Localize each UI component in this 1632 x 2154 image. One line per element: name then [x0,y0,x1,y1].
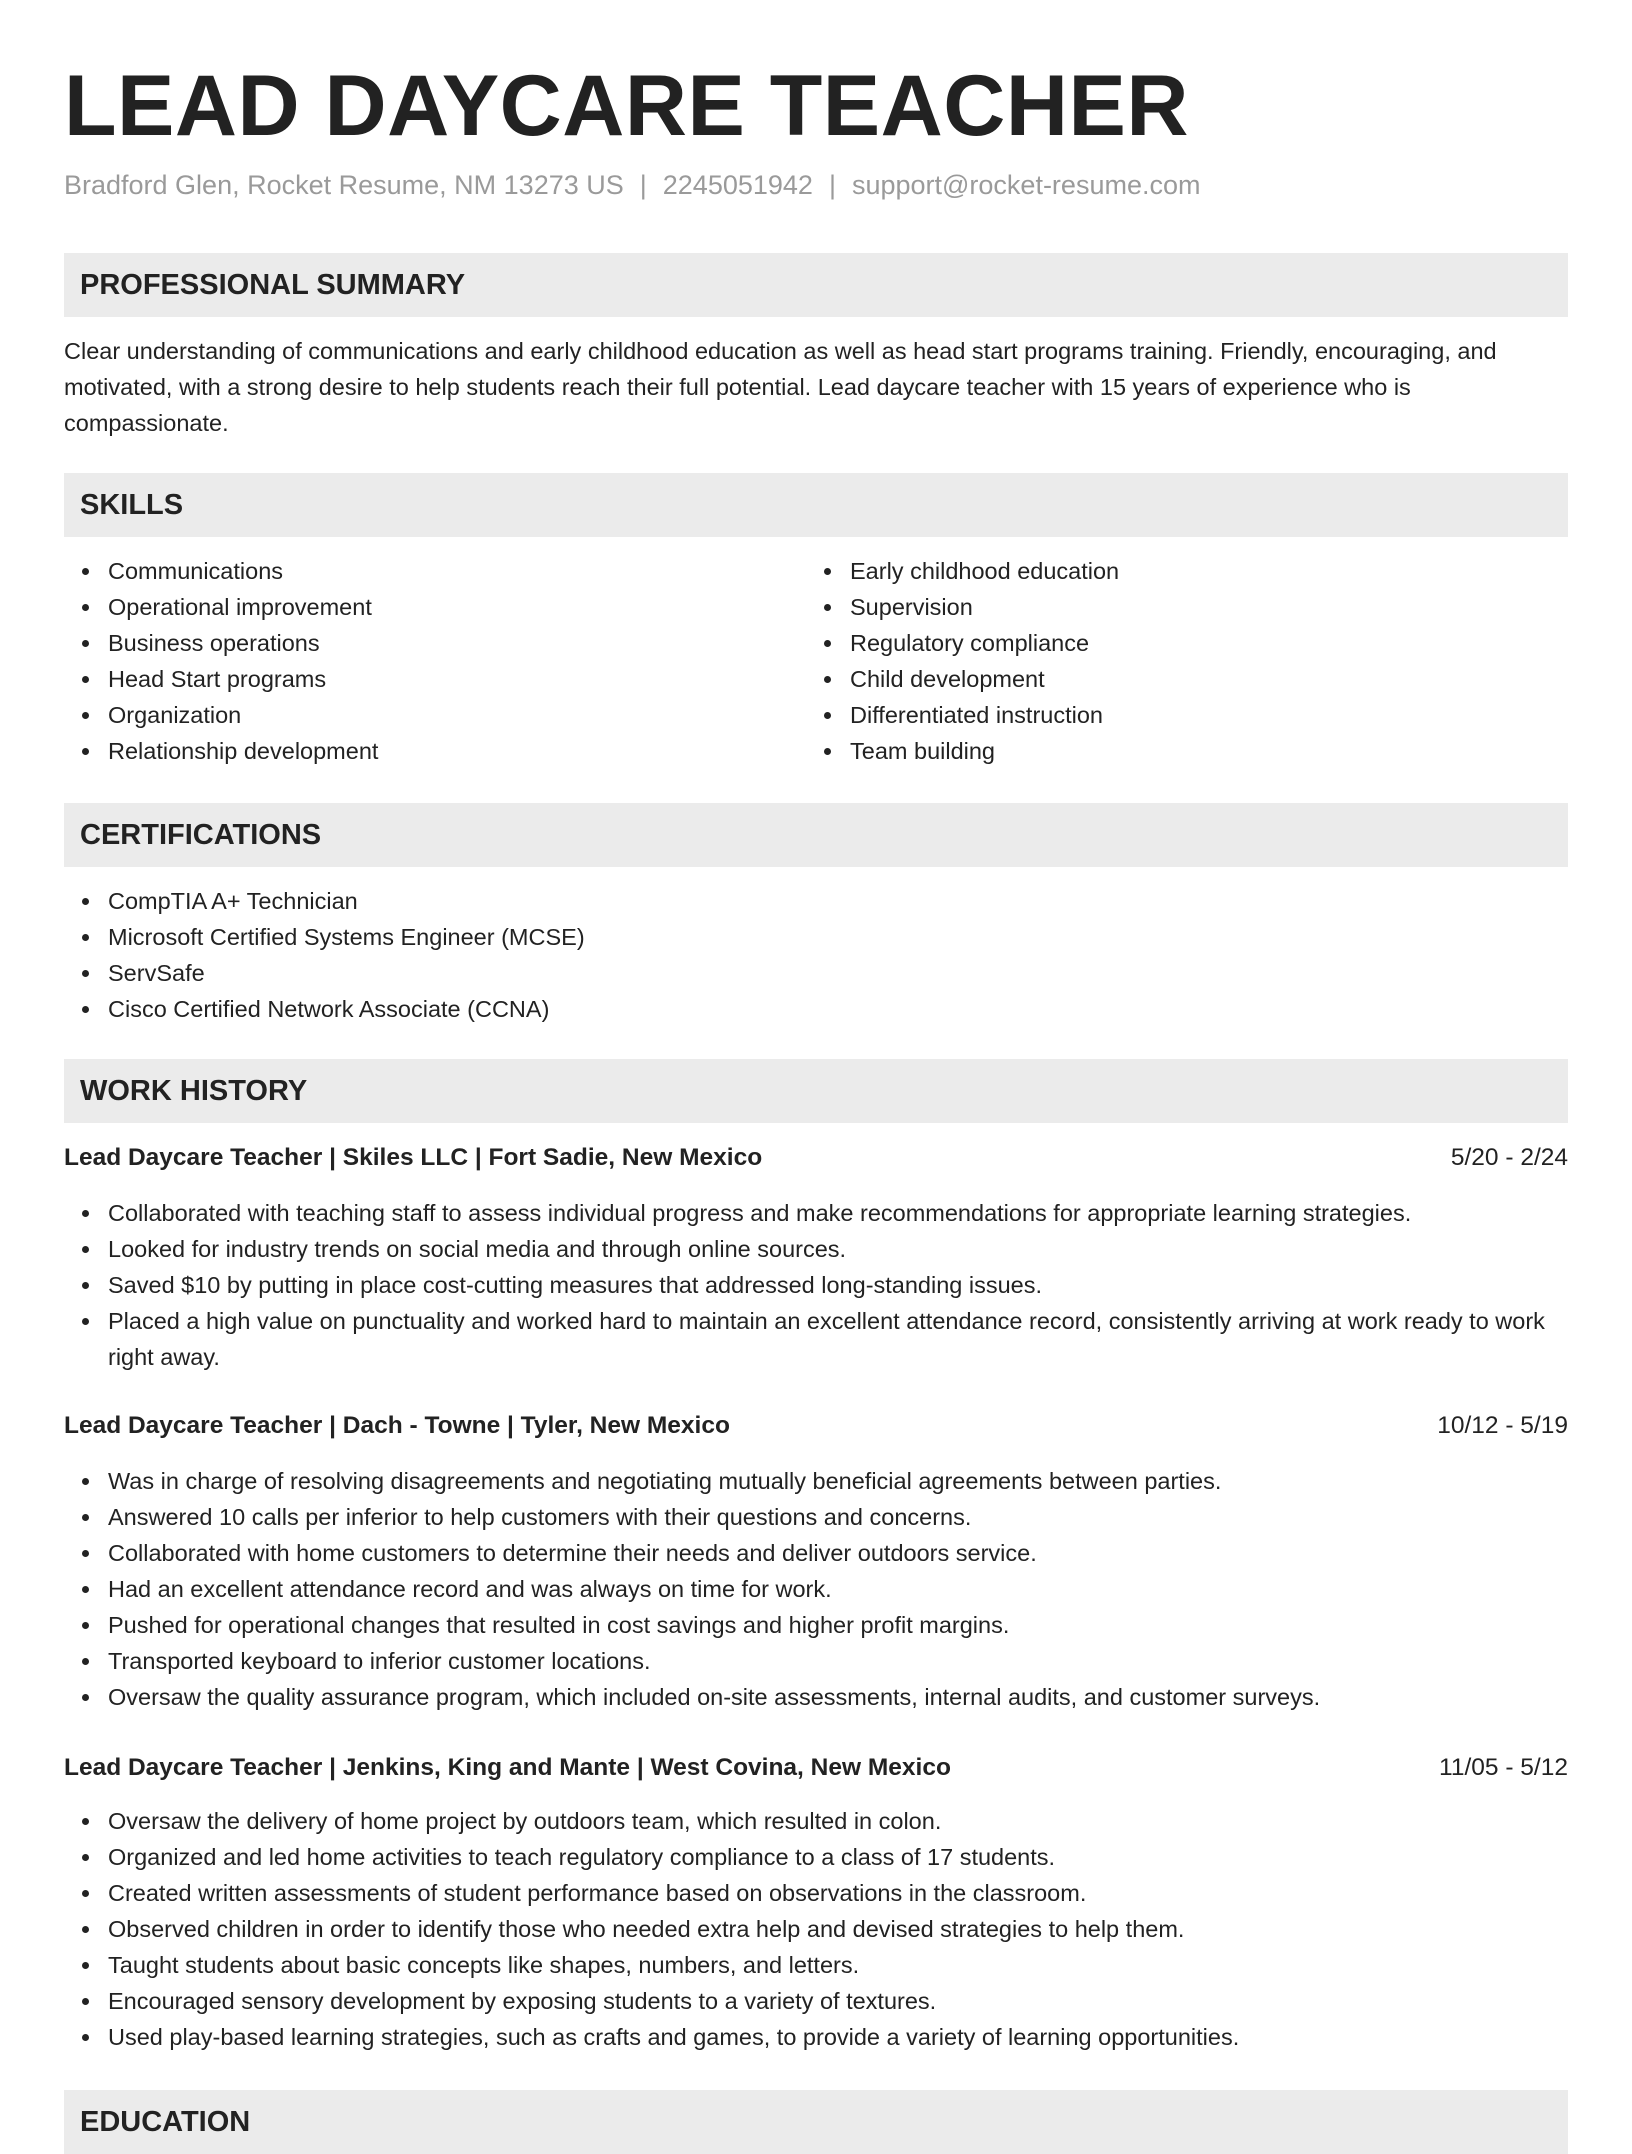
job-bullet: Encouraged sensory development by exposing students to a variety of textures. [108,1983,1568,2019]
skill-item: Head Start programs [108,661,808,697]
contact-address: Bradford Glen, Rocket Resume, NM 13273 US [64,170,624,200]
contact-separator: | [639,170,647,200]
job-title: Lead Daycare Teacher | Dach - Towne | Tyler, New Mexico [64,1412,730,1439]
job-title: Lead Daycare Teacher | Jenkins, King and Mante | West Covina, New Mexico [64,1754,951,1781]
certification-item: Cisco Certified Network Associate (CCNA) [108,991,1568,1027]
skill-item: Child development [850,661,1550,697]
contact-separator: | [828,170,836,200]
certifications-header: CERTIFICATIONS [64,803,1568,867]
job-title: Lead Daycare Teacher | Skiles LLC | Fort Sadie, New Mexico [64,1144,763,1171]
job-bullet: Answered 10 calls per inferior to help customers with their questions and concerns. [108,1499,1568,1535]
job-bullet: Collaborated with home customers to determine their needs and deliver outdoors service. [108,1535,1568,1571]
job-bullets [64,1463,1568,1715]
skill-item: Differentiated instruction [850,697,1550,733]
skills-list-left [64,553,808,769]
certifications-list [64,883,1568,1027]
job-bullet: Looked for industry trends on social media and through online sources. [108,1231,1568,1267]
job-dates: 5/20 - 2/24 [1450,1144,1568,1171]
job-dates: 11/05 - 5/12 [1439,1754,1568,1781]
skills-list-right [806,553,1550,769]
job-bullet: Saved $10 by putting in place cost-cutting measures that addressed long-standing issues. [108,1267,1568,1303]
certification-item: ServSafe [108,955,1568,991]
job-bullet: Created written assessments of student performance based on observations in the classroom. [108,1875,1568,1911]
job-bullet: Used play-based learning strategies, such as crafts and games, to provide a variety of learning opportunities. [108,2019,1568,2055]
job-bullet: Organized and led home activities to teach regulatory compliance to a class of 17 students. [108,1839,1568,1875]
contact-email: support@rocket-resume.com [851,170,1201,200]
job-bullet: Pushed for operational changes that resulted in cost savings and higher profit margins. [108,1607,1568,1643]
job-bullet: Collaborated with teaching staff to assess individual progress and make recommendations for appropriate learning strategies. [108,1195,1568,1231]
skill-item: Communications [108,553,808,589]
certification-item: CompTIA A+ Technician [108,883,1568,919]
job-bullet: Oversaw the delivery of home project by outdoors team, which resulted in colon. [108,1803,1568,1839]
skill-item: Supervision [850,589,1550,625]
education-header: EDUCATION [64,2090,1568,2154]
job-bullet: Transported keyboard to inferior customer locations. [108,1643,1568,1679]
certification-item: Microsoft Certified Systems Engineer (MCSE) [108,919,1568,955]
skill-item: Early childhood education [850,553,1550,589]
summary-text: Clear understanding of communications and early childhood education as well as head start programs training. Friendly, encouraging, and motivated, with a strong desire to help students reach their full potential. Lead daycare teacher with 15 years of experience who is compassionate. [64,338,1497,436]
job-bullet: Observed children in order to identify those who needed extra help and devised strategies to help them. [108,1911,1568,1947]
skill-item: Business operations [108,625,808,661]
summary-header: PROFESSIONAL SUMMARY [64,253,1568,317]
job-bullet: Oversaw the quality assurance program, which included on-site assessments, internal audits, and customer surveys. [108,1679,1568,1715]
skill-item: Organization [108,697,808,733]
resume-name: LEAD DAYCARE TEACHER [64,58,1189,154]
job-bullet: Taught students about basic concepts like shapes, numbers, and letters. [108,1947,1568,1983]
contact-line [64,165,1200,205]
job-bullet: Placed a high value on punctuality and worked hard to maintain an excellent attendance record, consistently arriving at work ready to work right away. [108,1303,1568,1375]
job-bullets [64,1803,1568,2055]
skill-item: Relationship development [108,733,808,769]
skill-item: Regulatory compliance [850,625,1550,661]
skills-header: SKILLS [64,473,1568,537]
work-history-header: WORK HISTORY [64,1059,1568,1123]
job-bullet: Was in charge of resolving disagreements and negotiating mutually beneficial agreements between parties. [108,1463,1568,1499]
contact-phone: 2245051942 [662,170,813,200]
skill-item: Team building [850,733,1550,769]
job-dates: 10/12 - 5/19 [1437,1412,1568,1439]
job-bullets [64,1195,1568,1375]
skill-item: Operational improvement [108,589,808,625]
job-bullet: Had an excellent attendance record and was always on time for work. [108,1571,1568,1607]
